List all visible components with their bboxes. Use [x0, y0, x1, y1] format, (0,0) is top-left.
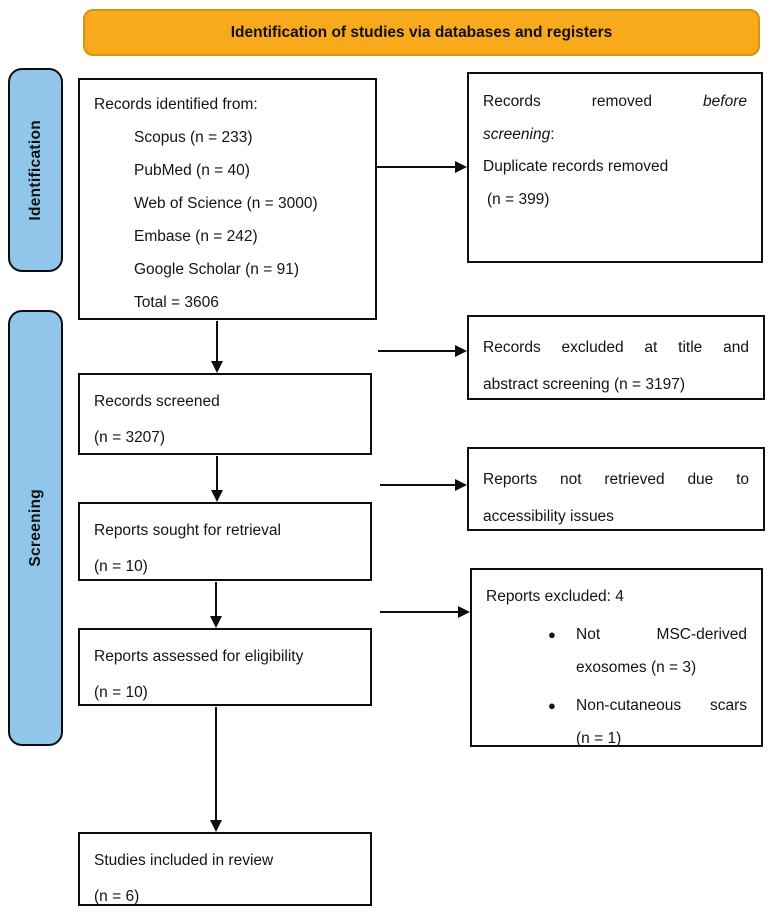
box-reports-sought: [78, 502, 372, 581]
box-reports-excluded: [470, 568, 763, 747]
arrow-sought-to-assessed: [215, 582, 217, 626]
reports-assessed-count: (n = 10): [94, 684, 148, 701]
box-records-removed-before-screening: [467, 72, 763, 263]
reports-sought-count: (n = 10): [94, 558, 148, 575]
box-records-excluded-title-abstract: [467, 315, 765, 400]
exclusion-reason-1-line2: exosomes (n = 3): [576, 659, 697, 676]
exclusion-reason-2-line2: (n = 1): [576, 730, 622, 747]
records-screened-count: (n = 3207): [94, 429, 166, 446]
diagram-title: Identification of studies via databases and registers: [230, 23, 613, 41]
not-retrieved-line2: accessibility issues: [483, 508, 614, 525]
box-records-identified: [78, 78, 377, 320]
bullet-item: [546, 618, 747, 684]
stage-label-screening: Screening: [26, 489, 44, 567]
source-google-scholar: Google Scholar (n = 91): [134, 261, 299, 278]
exclusion-reasons-list: [546, 618, 747, 755]
source-pubmed: PubMed (n = 40): [134, 162, 250, 179]
stage-label-identification: Identification: [26, 119, 44, 221]
box-records-screened: [78, 373, 372, 455]
arrow-to-excluded-title-abstract: [378, 350, 465, 352]
source-scopus: Scopus (n = 233): [134, 129, 253, 146]
arrow-assessed-to-included: [215, 707, 217, 830]
arrow-screened-to-sought: [216, 456, 218, 500]
studies-included-label: Studies included in review: [94, 852, 274, 869]
removed-before-line1: [483, 86, 747, 119]
not-retrieved-line1: Reports not retrieved due to: [483, 471, 749, 488]
removed-before-italic2: screening: [483, 125, 551, 143]
removed-before-line2: [483, 119, 747, 152]
diagram-title-banner: [83, 9, 760, 56]
source-embase: Embase (n = 242): [134, 228, 258, 245]
studies-included-count: (n = 6): [94, 888, 140, 905]
arrow-to-not-retrieved: [380, 484, 465, 486]
reports-assessed-label: Reports assessed for eligibility: [94, 648, 304, 665]
exclusion-reason-2-line1: ● Non-cutaneous scars: [576, 697, 747, 714]
removed-before-normal: Records removed: [483, 93, 704, 110]
box-reports-not-retrieved: [467, 447, 765, 531]
exclusion-reason-1-line1: ● Not MSC-derived: [576, 626, 747, 643]
arrow-to-reports-excluded: [380, 611, 468, 613]
box-studies-included: [78, 832, 372, 906]
records-screened-label: Records screened: [94, 393, 220, 410]
duplicates-removed-count: (n = 399): [487, 190, 550, 208]
source-total: Total = 3606: [134, 294, 219, 311]
duplicates-removed-label: Duplicate records removed: [483, 158, 669, 175]
stage-bar-screening: [8, 310, 63, 746]
records-excluded-line1: Records excluded at title and: [483, 339, 749, 356]
stage-bar-identification: [8, 68, 63, 272]
removed-before-italic1: before: [703, 93, 747, 110]
reports-excluded-title: Reports excluded: 4: [486, 588, 624, 605]
arrow-identified-to-screened: [216, 321, 218, 371]
records-identified-title: Records identified from:: [94, 96, 258, 113]
source-web-of-science: Web of Science (n = 3000): [134, 195, 318, 212]
records-excluded-line2: abstract screening (n = 3197): [483, 376, 686, 393]
bullet-item: [546, 689, 747, 755]
arrow-identified-to-removed: [377, 166, 465, 168]
box-reports-assessed: [78, 628, 372, 706]
reports-sought-label: Reports sought for retrieval: [94, 522, 281, 539]
removed-before-colon: :: [550, 125, 555, 143]
